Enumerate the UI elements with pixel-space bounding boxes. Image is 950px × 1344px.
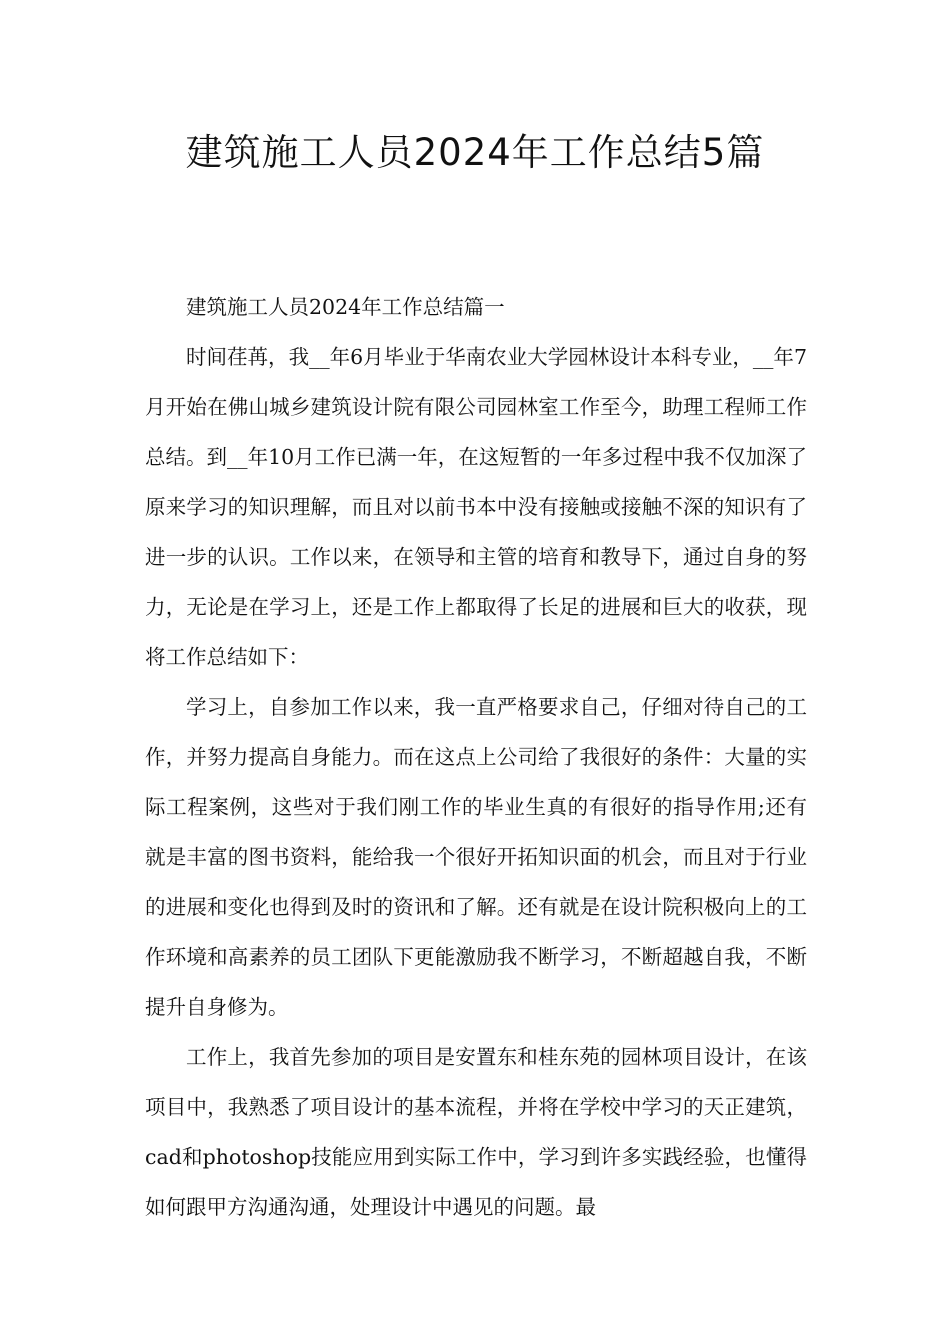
document-title: 建筑施工人员2024年工作总结5篇	[185, 131, 765, 174]
section-heading: 建筑施工人员2024年工作总结篇一	[186, 295, 505, 319]
paragraph-intro: 时间荏苒，我__年6月毕业于华南农业大学园林设计本科专业，__年7月开始在佛山城乡建筑设计院有限公司园林室工作至今，助理工程师工作总结。到__年10月工作已满一年，在这短暂的一年多过程中我不仅加深了原来学习的知识理解，而且对以前书本中没有接触或接触不深的知识有了进一步的认识。工作以来，在领导和主管的培育和教导下，通过自身的努力，无论是在学习上，还是工作上都取得了长足的进展和巨大的收获，现将工作总结如下：	[145, 345, 807, 669]
paragraph-work: 工作上，我首先参加的项目是安置东和桂东苑的园林项目设计，在该项目中，我熟悉了项目设计的基本流程，并将在学校中学习的天正建筑，cad和photoshop技能应用到实际工作中，学习到许多实践经验，也懂得如何跟甲方沟通沟通，处理设计中遇见的问题。最	[145, 1045, 807, 1219]
document-body	[145, 282, 807, 1232]
paragraph-study: 学习上，自参加工作以来，我一直严格要求自己，仔细对待自己的工作，并努力提高自身能力。而在这点上公司给了我很好的条件：大量的实际工程案例，这些对于我们刚工作的毕业生真的有很好的指导作用;还有就是丰富的图书资料，能给我一个很好开拓知识面的机会，而且对于行业的进展和变化也得到及时的资讯和了解。还有就是在设计院积极向上的工作环境和高素养的员工团队下更能激励我不断学习，不断超越自我，不断提升自身修为。	[145, 695, 807, 1019]
